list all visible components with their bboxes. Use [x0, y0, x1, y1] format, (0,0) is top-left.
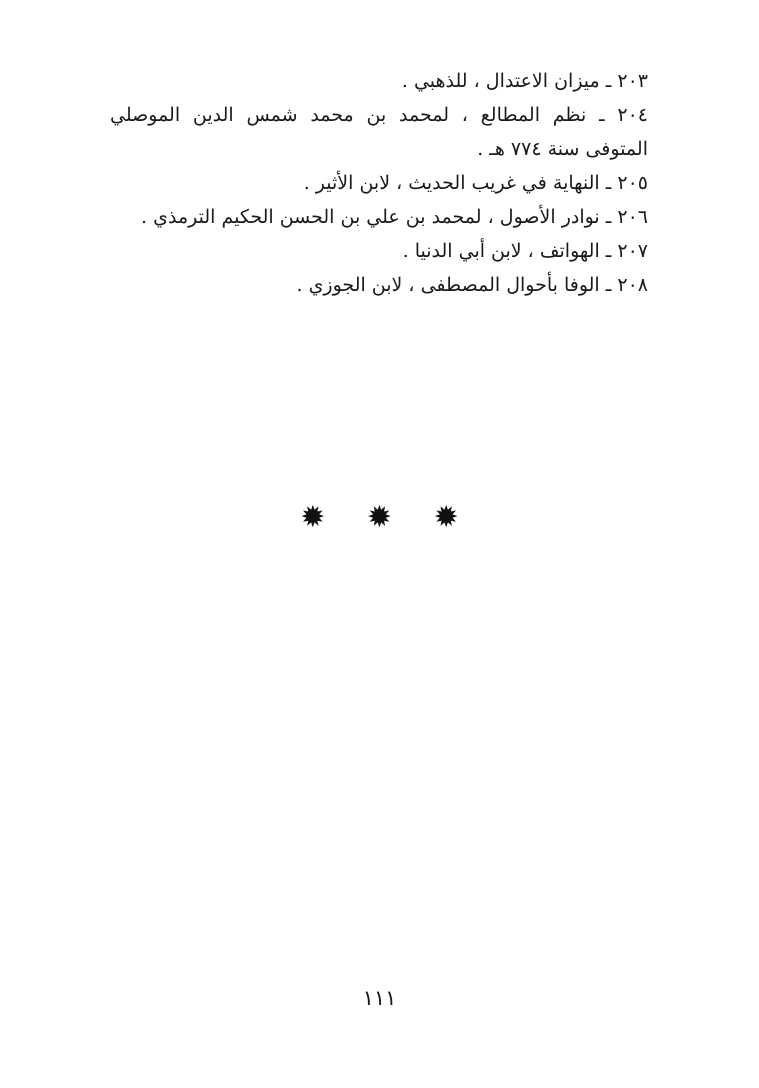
- eight-point-star-icon: ✹: [433, 500, 459, 535]
- list-item: ٢٠٦ ـ نوادر الأصول ، لمحمد بن علي بن الحسن الحكيم الترمذي .: [141, 206, 648, 228]
- section-divider: [0, 500, 759, 535]
- eight-point-star-icon: ✹: [366, 500, 393, 535]
- page-number: ١١١: [362, 986, 397, 1010]
- list-item: ٢٠٥ ـ النهاية في غريب الحديث ، لابن الأثير .: [303, 172, 648, 194]
- bibliography-list: [110, 64, 648, 302]
- eight-point-star-icon: ✹: [300, 500, 326, 535]
- list-item: ٢٠٣ ـ ميزان الاعتدال ، للذهبي .: [401, 70, 648, 92]
- list-item: ٢٠٧ ـ الهواتف ، لابن أبي الدنيا .: [402, 240, 648, 262]
- list-item: ٢٠٤ ـ نظم المطالع ، لمحمد بن محمد شمس الدين الموصلي المتوفى سنة ٧٧٤ هـ .: [110, 104, 648, 160]
- list-item: ٢٠٨ ـ الوفا بأحوال المصطفى ، لابن الجوزي .: [296, 274, 648, 296]
